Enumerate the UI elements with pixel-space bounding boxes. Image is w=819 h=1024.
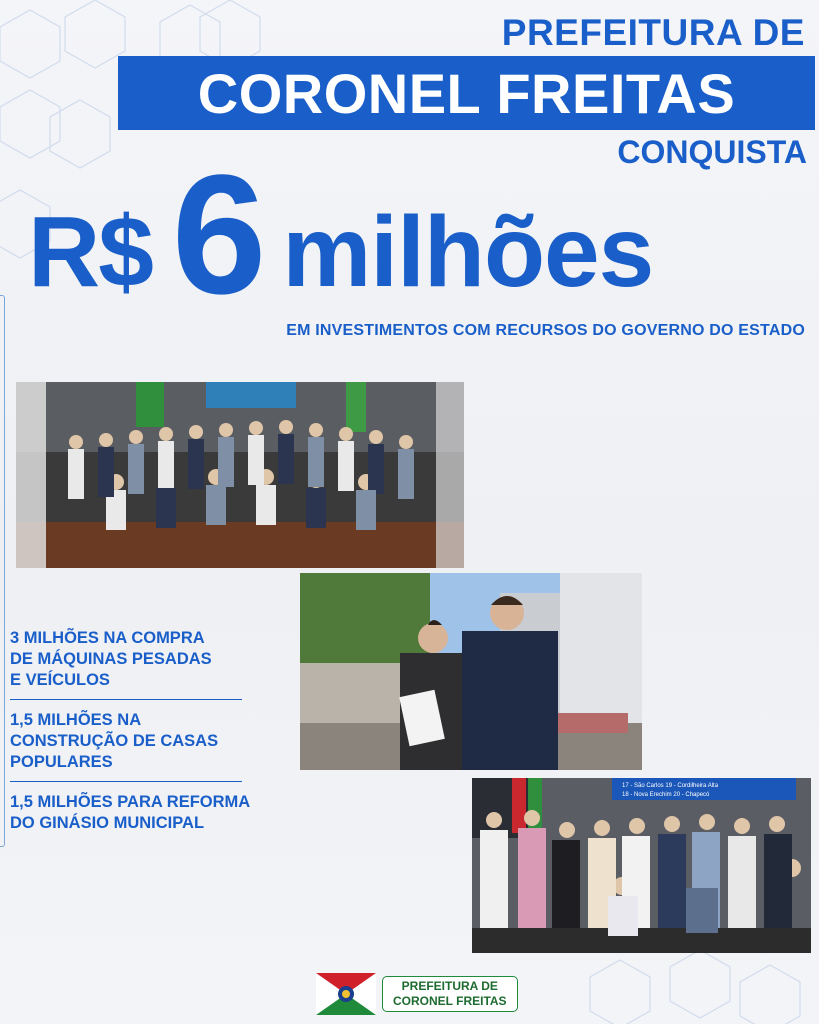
- photo-meeting-room: [472, 778, 811, 953]
- amount-currency: R$: [28, 196, 152, 308]
- header-prefeitura-de: PREFEITURA DE: [501, 12, 805, 53]
- amount-word: milhões: [282, 196, 654, 308]
- investment-3-line-1: 1,5 MILHÕES PARA REFORMA: [10, 793, 251, 811]
- subtitle: EM INVESTIMENTOS COM RECURSOS DO GOVERNO DO ESTADO: [286, 322, 805, 339]
- screen-row-2: 18 - Nova Erechim 20 - Chapecó: [622, 792, 710, 798]
- investment-1-line-1: 3 MILHÕES NA COMPRA: [10, 629, 205, 647]
- amount-number: 6: [171, 140, 267, 330]
- investment-item-2: [10, 706, 290, 781]
- header-conquista: CONQUISTA: [617, 134, 807, 170]
- investment-2-line-1: 1,5 MILHÕES NA: [10, 711, 142, 729]
- photo-outdoor-handshake: [300, 573, 642, 770]
- divider: [10, 699, 242, 700]
- municipal-flag-icon: [316, 973, 376, 1015]
- investment-item-3: [10, 788, 290, 842]
- header-city-band: [118, 56, 815, 130]
- investment-list: [10, 624, 290, 842]
- investment-2-line-2: CONSTRUÇÃO DE CASAS: [10, 732, 219, 750]
- investment-1-line-3: E VEÍCULOS: [10, 671, 110, 689]
- investment-2-line-3: POPULARES: [10, 753, 113, 771]
- footer-line-2: CORONEL FREITAS: [393, 994, 507, 1008]
- investment-item-1: [10, 624, 290, 699]
- footer-line-1: PREFEITURA DE: [401, 979, 498, 993]
- footer-badge: [382, 976, 518, 1012]
- amount-headline: [28, 140, 808, 330]
- footer-logo: [316, 972, 521, 1016]
- photo-group-chamber: [16, 382, 464, 568]
- screen-row-1: 17 - São Carlos 19 - Cordilheira Alta: [622, 783, 719, 789]
- left-rail-decoration: [0, 295, 5, 847]
- divider: [10, 781, 242, 782]
- investment-3-line-2: DO GINÁSIO MUNICIPAL: [10, 814, 205, 832]
- investment-1-line-2: DE MÁQUINAS PESADAS: [10, 650, 212, 668]
- header-city-name: CORONEL FREITAS: [197, 61, 736, 125]
